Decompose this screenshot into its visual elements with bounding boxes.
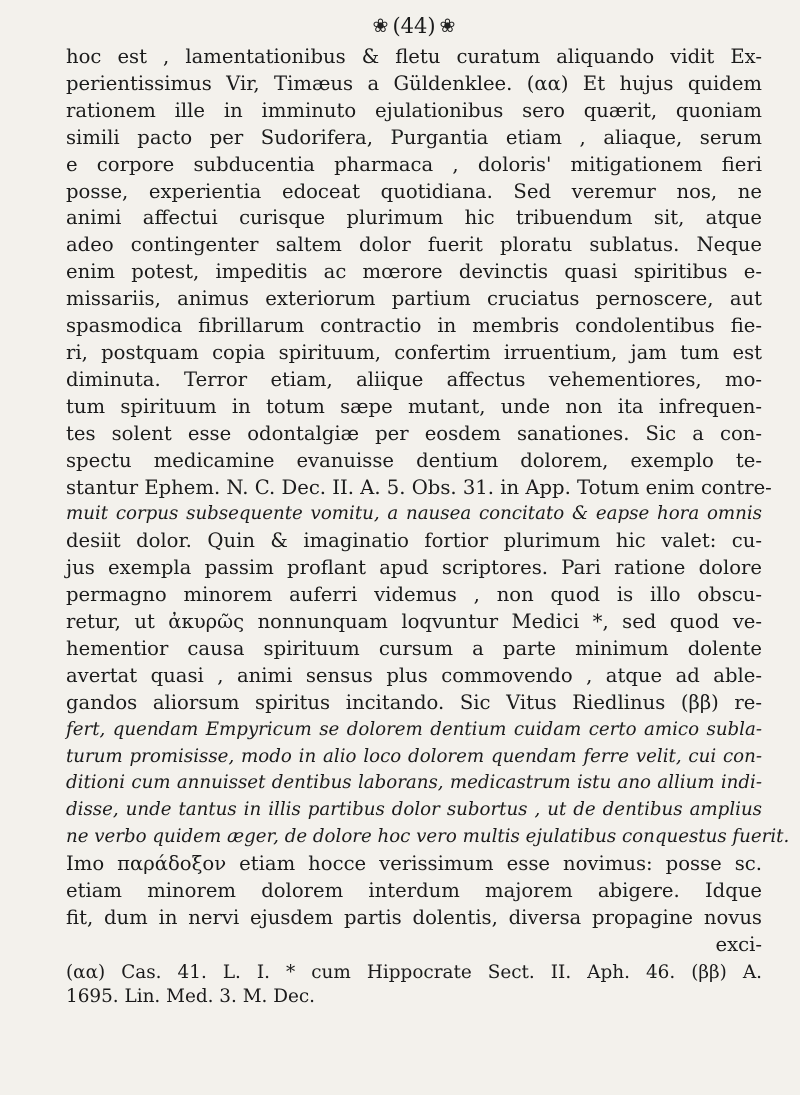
- text-line: animi affectui curisque plurimum hic tribuendum sit, atque: [66, 206, 762, 230]
- text-line: adeo contingenter saltem dolor fuerit ploratu sublatus. Neque: [66, 233, 762, 257]
- text-line: turum promisisse, modo in alio loco dolorem quendam ferre velit, cui con-: [66, 745, 762, 767]
- text-line: fert, quendam Empyricum se dolorem dentium cuidam certo amico subla-: [66, 718, 762, 740]
- text-line: muit corpus subsequente vomitu, a nausea concitato & eapse hora omnis: [66, 503, 762, 525]
- text-line: missariis, animus exteriorum partium cruciatus pernoscere, aut: [66, 287, 762, 311]
- footnote-line: 1695. Lin. Med. 3. M. Dec.: [66, 985, 315, 1007]
- text-line: hoc est , lamentationibus & fletu curatum aliquando vidit Ex-: [66, 45, 762, 68]
- text-line: Imo παράδοξον etiam hocce verissimum esse novimus: posse sc.: [66, 852, 762, 876]
- text-line: diminuta. Terror etiam, aliique affectus vehementiores, mo-: [66, 367, 762, 391]
- text-line: etiam minorem dolorem interdum majorem abigere. Idque: [66, 879, 762, 903]
- text-line: tum spirituum in totum sæpe mutant, unde non ita infrequen-: [66, 394, 762, 418]
- text-line: retur, ut ἀκυρῶς nonnunquam loqvuntur Medici *, sed quod ve-: [66, 610, 762, 634]
- text-line: gandos aliorsum spiritus incitando. Sic Vitus Riedlinus (ββ) re-: [66, 690, 762, 714]
- page-number: (44): [392, 14, 436, 38]
- text-line: desiit dolor. Quin & imaginatio fortior plurimum hic valet: cu-: [66, 529, 762, 553]
- text-line: enim potest, impeditis ac mœrore devinctis quasi spiritibus e-: [66, 260, 762, 284]
- text-line: avertat quasi , animi sensus plus commovendo , atque ad able-: [66, 663, 762, 687]
- text-line: simili pacto per Sudorifera, Purgantia etiam , aliaque, serum: [66, 125, 762, 149]
- text-line: spectu medicamine evanuisse dentium dolorem, exemplo te-: [66, 448, 762, 472]
- left-flower-ornament-icon: ❀: [372, 15, 389, 37]
- text-line: exci-: [715, 932, 762, 956]
- text-line: stantur Ephem. N. C. Dec. II. A. 5. Obs. 31. in App. Totum enim contre-: [66, 475, 772, 499]
- text-line: perientissimus Vir, Timæus a Güldenklee. (αα) Et hujus quidem: [66, 71, 762, 95]
- text-line: posse, experientia edoceat quotidiana. Sed veremur nos, ne: [66, 179, 762, 203]
- text-line: e corpore subducentia pharmaca , doloris' mitigationem fieri: [66, 152, 762, 176]
- text-line: permagno minorem auferri videmus , non quod is illo obscu-: [66, 583, 762, 607]
- text-line: disse, unde tantus in illis partibus dolor subortus , ut de dentibus amplius: [66, 799, 762, 821]
- footnote-line: (αα) Cas. 41. L. I. * cum Hippocrate Sect. II. Aph. 46. (ββ) A.: [66, 961, 762, 983]
- footnotes: [66, 961, 762, 1009]
- text-line: jus exempla passim proflant apud scriptores. Pari ratione dolore: [66, 556, 762, 580]
- text-line: ditioni cum annuisset dentibus laborans, medicastrum istu ano allium indi-: [66, 772, 762, 794]
- page-header: [66, 10, 762, 42]
- right-flower-ornament-icon: ❀: [439, 15, 456, 37]
- text-line: spasmodica fibrillarum contractio in membris condolentibus fie-: [66, 314, 762, 338]
- text-line: hementior causa spirituum cursum a parte minimum dolente: [66, 636, 762, 660]
- text-line: tes solent esse odontalgiæ per eosdem sanationes. Sic a con-: [66, 421, 762, 445]
- text-line: fit, dum in nervi ejusdem partis dolentis, diversa propagine novus: [66, 906, 762, 929]
- text-line: rationem ille in imminuto ejulationibus sero quærit, quoniam: [66, 98, 762, 122]
- body-text: [66, 44, 790, 959]
- text-line: ri, postquam copia spirituum, confertim irruentium, jam tum est: [66, 340, 762, 364]
- text-line: ne verbo quidem æger, de dolore hoc vero multis ejulatibus conquestus fuerit.: [66, 826, 790, 848]
